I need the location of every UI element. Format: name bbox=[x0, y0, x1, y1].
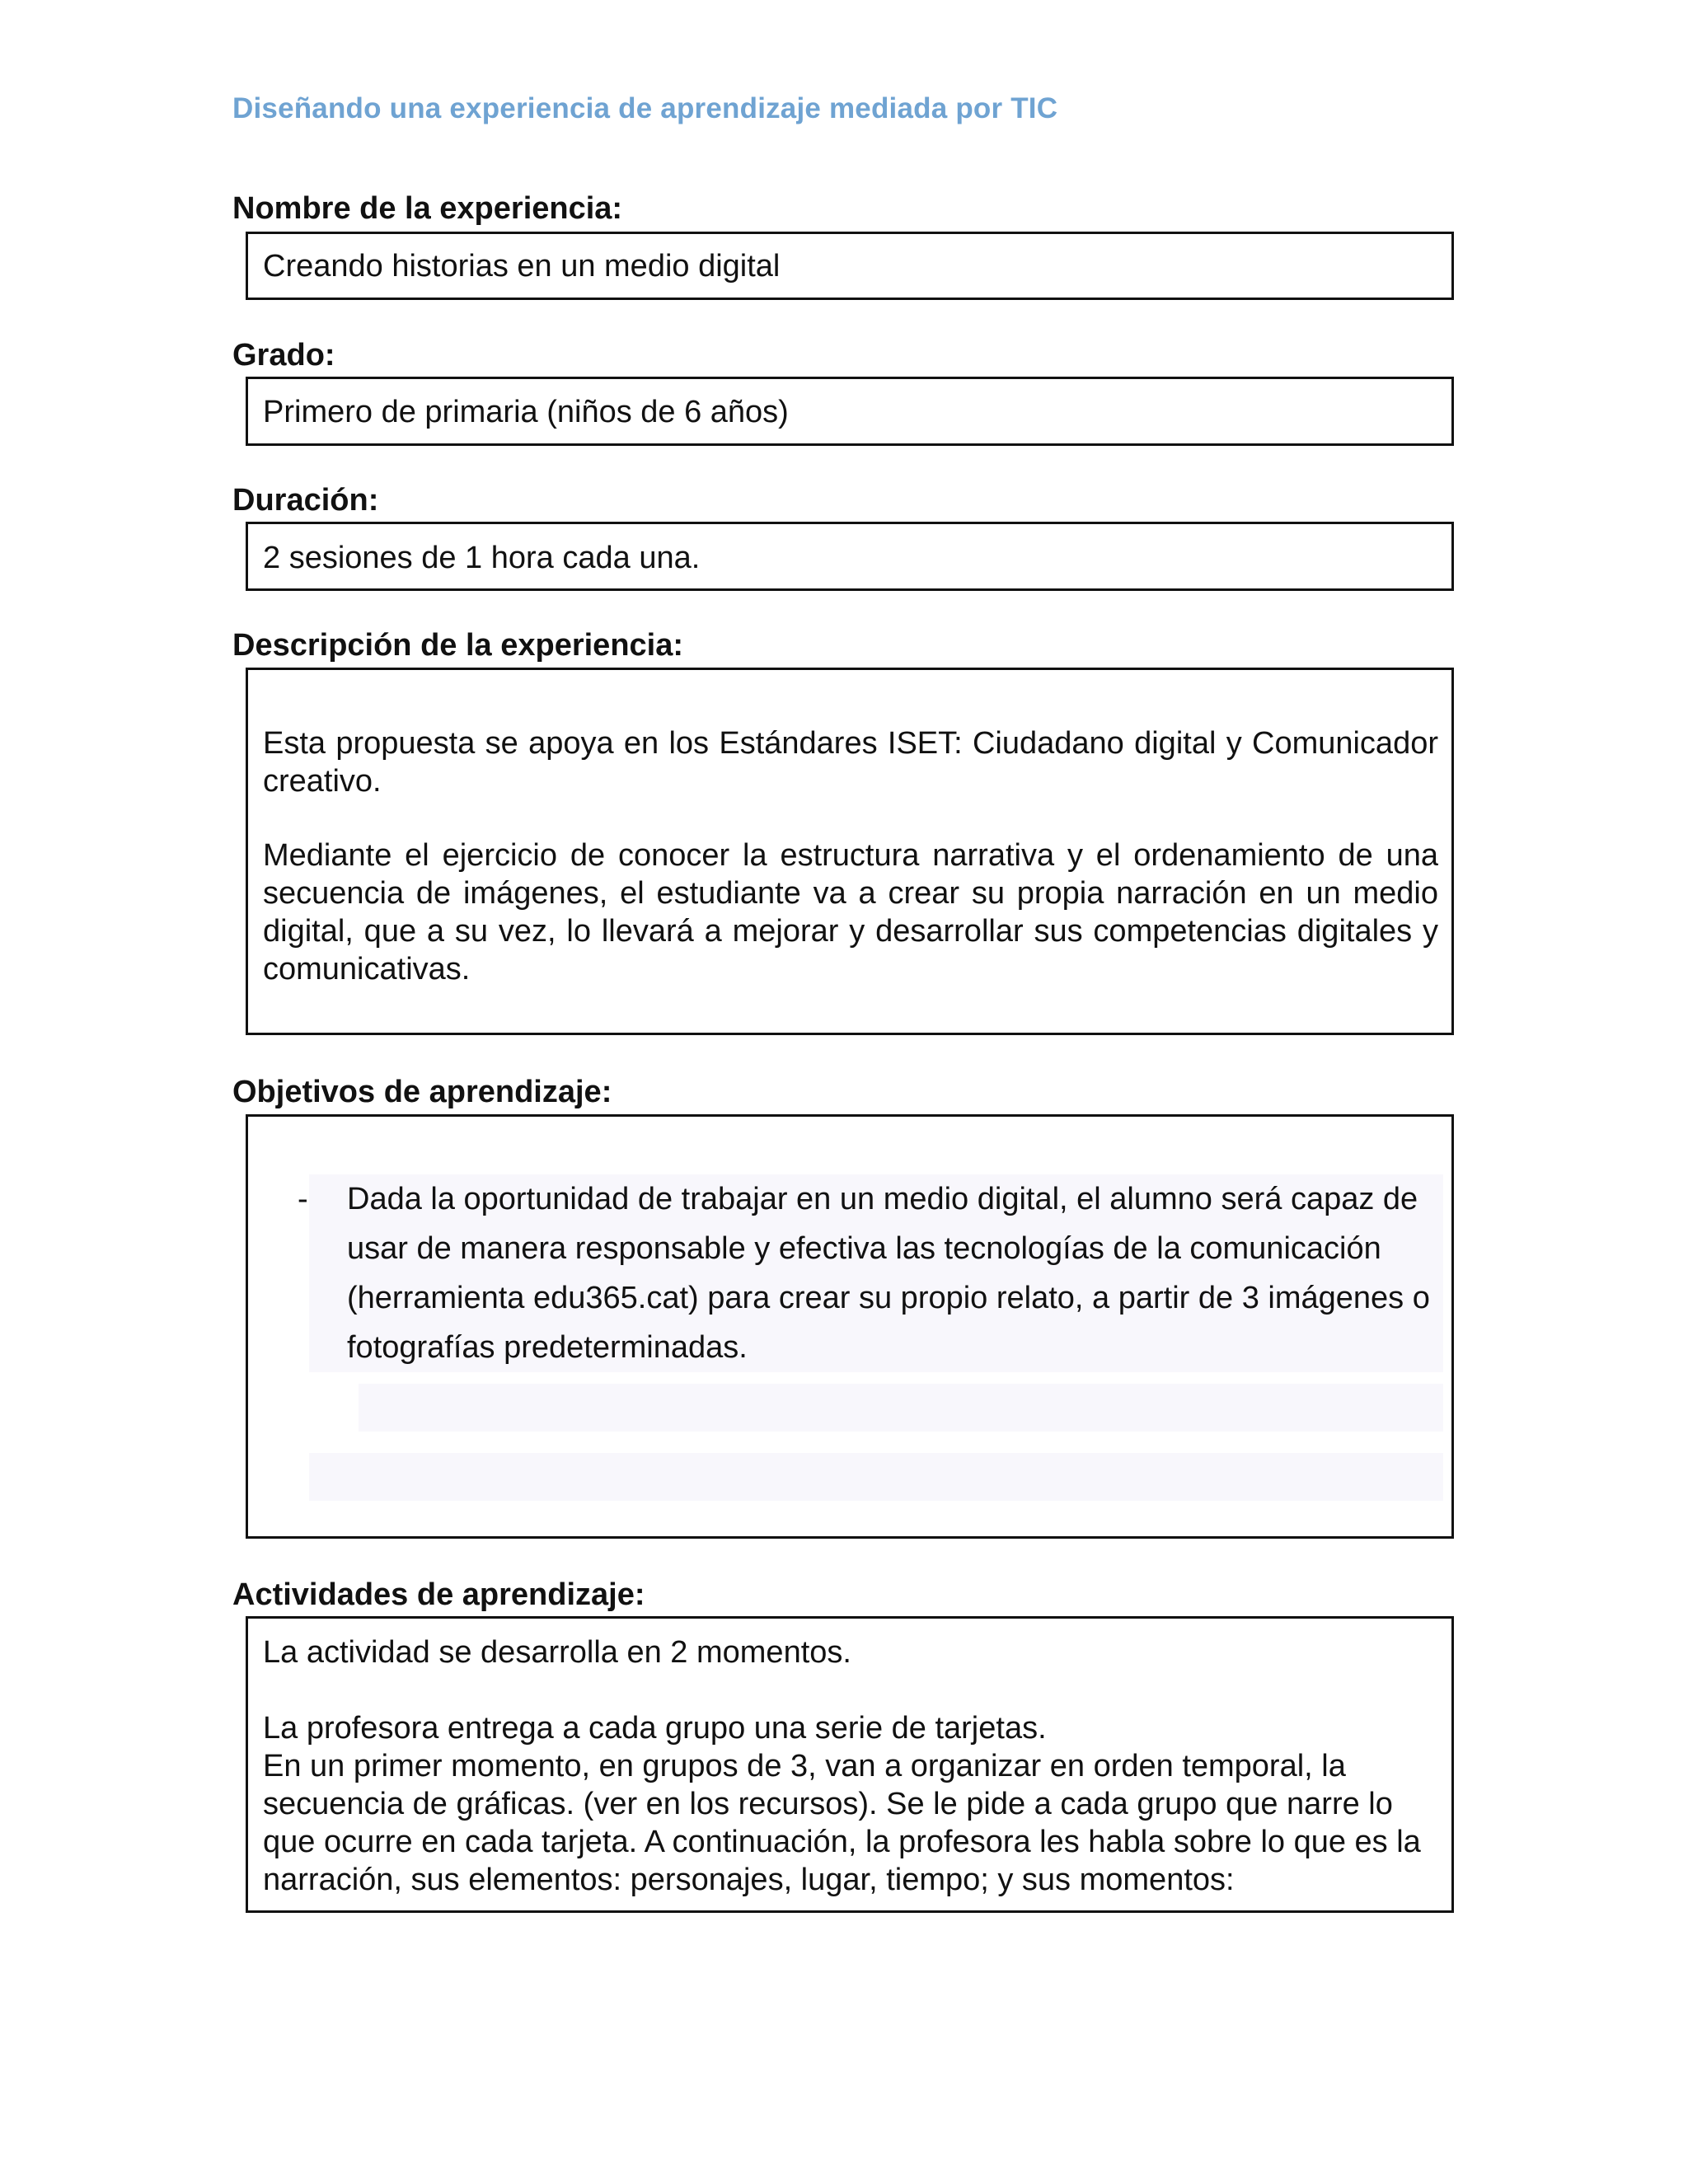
nombre-box bbox=[246, 232, 1454, 300]
actividades-box bbox=[246, 1616, 1454, 1913]
grado-value: Primero de primaria (niños de 6 años) bbox=[263, 395, 789, 429]
descripcion-box bbox=[246, 668, 1454, 1035]
objetivo-bullet: - bbox=[298, 1182, 308, 1216]
grado-label: Grado: bbox=[232, 338, 335, 373]
nombre-value: Creando historias en un medio digital bbox=[263, 249, 781, 284]
descripcion-paragraph-2: Mediante el ejercicio de conocer la estructura narrativa y el ordenamiento de una secuencia de imágenes, el estudiante va a crear su propia narración en un medio digital, que a su vez, lo llevará a mejorar y desarrollar sus competencias digitales y comunicativas. bbox=[263, 838, 1438, 987]
objetivos-shading-2 bbox=[359, 1384, 1443, 1432]
actividades-paragraph-2: La profesora entrega a cada grupo una serie de tarjetas. bbox=[263, 1711, 1047, 1746]
objetivos-label: Objetivos de aprendizaje: bbox=[232, 1075, 612, 1109]
duracion-box bbox=[246, 522, 1454, 591]
actividades-paragraph-3: En un primer momento, en grupos de 3, van a organizar en orden temporal, la secuencia de gráficas. (ver en los recursos). Se le pide a cada grupo que narre lo que ocurre en cada tarjeta. A continuación, la profesora les habla sobre lo que es la narración, sus elementos: personajes, lugar, tiempo; y sus momentos: bbox=[263, 1749, 1421, 1897]
document-title: Diseñando una experiencia de aprendizaje mediada por TIC bbox=[232, 92, 1058, 124]
objetivo-text: Dada la oportunidad de trabajar en un medio digital, el alumno será capaz de usar de manera responsable y efectiva las tecnologías de la comunicación (herramienta edu365.cat) para crear su propio relato, a partir de 3 imágenes o fotografías predeterminadas. bbox=[347, 1182, 1430, 1365]
actividades-paragraph-1: La actividad se desarrolla en 2 momentos. bbox=[263, 1635, 851, 1670]
objetivos-shading-3 bbox=[309, 1453, 1443, 1501]
duracion-label: Duración: bbox=[232, 483, 379, 518]
descripcion-label: Descripción de la experiencia: bbox=[232, 628, 684, 663]
duracion-value: 2 sesiones de 1 hora cada una. bbox=[263, 541, 701, 575]
grado-box bbox=[246, 377, 1454, 446]
descripcion-paragraph-1: Esta propuesta se apoya en los Estándares ISET: Ciudadano digital y Comunicador creativo. bbox=[263, 726, 1438, 799]
objetivos-box bbox=[246, 1114, 1454, 1539]
actividades-label: Actividades de aprendizaje: bbox=[232, 1577, 645, 1612]
nombre-label: Nombre de la experiencia: bbox=[232, 191, 623, 226]
